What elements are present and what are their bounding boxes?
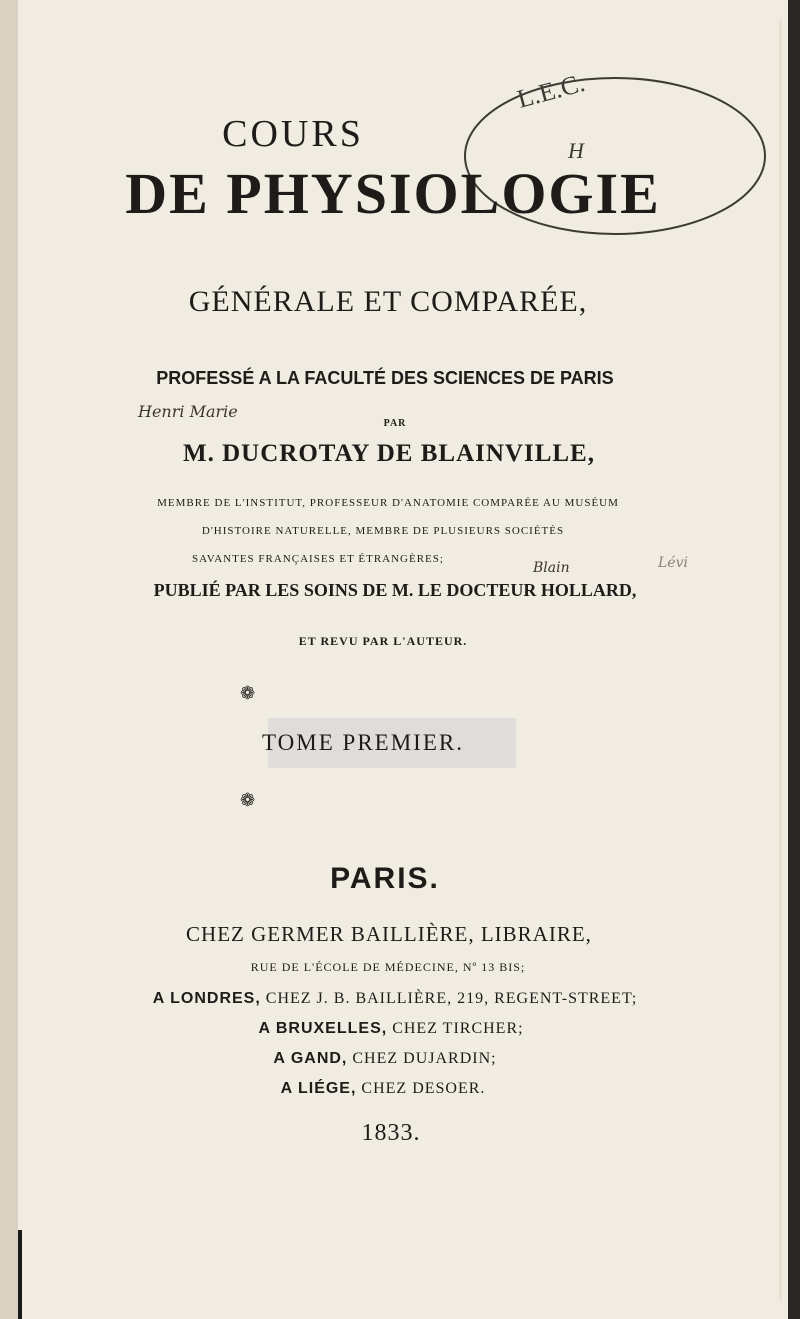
outlet-london: A LONDRES, CHEZ J. B. BAILLIÈRE, 219, REGENT-STREET; <box>152 990 638 1007</box>
svg-text:H: H <box>568 138 584 163</box>
bookseller: CHEZ GERMER BAILLIÈRE, LIBRAIRE, <box>186 922 592 946</box>
title-cours: COURS <box>222 113 364 155</box>
credentials-line-3: SAVANTES FRANÇAISES ET ÉTRANGÈRES; <box>192 553 444 565</box>
credentials-line-1: MEMBRE DE L'INSTITUT, PROFESSEUR D'ANATOMIE COMPARÉE AU MUSÉUM <box>157 497 619 509</box>
title-page <box>18 0 788 1319</box>
volume-label: TOME PREMIER. <box>262 730 464 755</box>
handwritten-annotation: Henri Marie <box>138 402 238 421</box>
outlet-ghent: A GAND, CHEZ DUJARDIN; <box>273 1050 497 1067</box>
handwritten-annotation-3: Lévi <box>658 555 688 571</box>
par-label: PAR <box>383 418 407 429</box>
handwritten-annotation-2: Blain <box>533 560 570 576</box>
fleuron-icon-2: ❁ <box>240 790 256 810</box>
subtitle: GÉNÉRALE ET COMPARÉE, <box>188 285 588 318</box>
outlet-liege: A LIÉGE, CHEZ DESOER. <box>280 1080 486 1097</box>
page-shadow <box>18 1230 22 1319</box>
fleuron-icon: ❁ <box>240 683 256 703</box>
imprint-city: PARIS. <box>330 862 440 895</box>
outlet-brussels: A BRUXELLES, CHEZ TIRCHER; <box>258 1020 524 1037</box>
bookseller-address: RUE DE L'ÉCOLE DE MÉDECINE, Nº 13 BIS; <box>250 960 526 974</box>
credentials-line-2: D'HISTOIRE NATURELLE, MEMBRE DE PLUSIEURS SOCIÉTÉS <box>201 525 565 537</box>
publication-year: 1833. <box>361 1120 421 1146</box>
faculty-line: PROFESSÉ A LA FACULTÉ DES SCIENCES DE PARIS <box>156 368 614 388</box>
author-name: M. DUCROTAY DE BLAINVILLE, <box>183 440 595 467</box>
publisher-note: PUBLIÉ PAR LES SOINS DE M. LE DOCTEUR HOLLARD, <box>153 580 637 600</box>
title-physiologie: DE PHYSIOLOGIE <box>125 161 661 226</box>
svg-text:L.E.C.: L.E.C. <box>514 68 588 114</box>
revision-note: ET REVU PAR L'AUTEUR. <box>298 634 468 648</box>
